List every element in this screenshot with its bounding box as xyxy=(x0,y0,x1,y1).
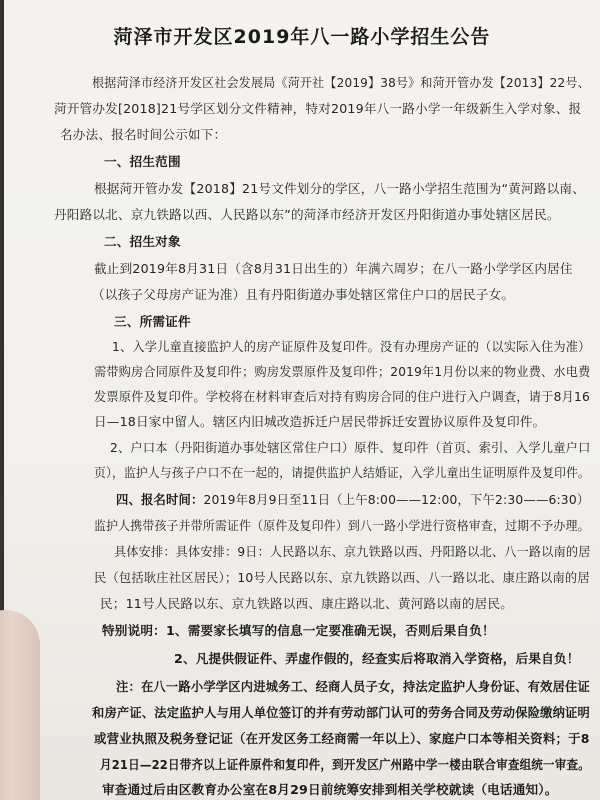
intro-line-1: 根据菏泽市经济开发区社会发展局《菏开社【2019】38号》和菏开管办发【2013】22号、 xyxy=(92,75,590,90)
section3-line-1: 1、入学儿童直接监护人的房产证原件及复印件。没有办理房产证的（以实际入住为准） xyxy=(112,339,591,354)
section4-heading: 四、报名时间： xyxy=(116,492,204,507)
section4-heading-line xyxy=(116,489,589,508)
special-note-2: 2、凡提供假证件、弄虚作假的，经查实后将取消入学资格，后果自负！ xyxy=(174,651,580,666)
note-line-5: 审查通过后由区教育办公室在8月29日前统筹安排到相关学校就读（电话通知）。 xyxy=(102,782,558,797)
section4-line-4: 民；11号人民路以东、京九铁路以西、康庄路以北、黄河路以南的居民。 xyxy=(100,596,514,611)
note-line-2: 和房产证、法定监护人与用人单位签订的并有劳动部门认可的劳务合同及劳动保险缴纳证明 xyxy=(92,705,590,720)
section3-line-6: 页），监护人与孩子户口不在一起的，请提供监护人结婚证，入学儿童出生证明原件及复印件。 xyxy=(94,465,590,480)
section1-line-2: 丹阳路以北、京九铁路以西、人民路以东”的菏泽市经济开发区丹阳街道办事处辖区居民。 xyxy=(54,207,560,222)
section4-line-1: 监护人携带孩子并带所需证件（原件及复印件）到八一路小学进行资格审查，过期不予办理。 xyxy=(94,518,590,533)
section1-heading: 一、招生范围 xyxy=(104,154,181,169)
special-note-1: 1、需要家长填写的信息一定要准确无误，否则后果自负！ xyxy=(165,623,495,638)
special-notes-line-1 xyxy=(102,620,495,639)
section2-line-2: （以孩子父母房产证为准）且有丹阳街道办事处辖区常住户口的居民子女。 xyxy=(92,287,515,302)
section2-line-1: 截止到2019年8月31日（含8月31日出生的）年满六周岁；在八一路小学学区内居住 xyxy=(94,261,573,276)
section3-heading: 三、所需证件 xyxy=(114,314,191,329)
note-line-1: 注：在八一路小学学区内进城务工、经商人员子女，持法定监护人身份证、有效居住证 xyxy=(116,679,591,694)
section3-line-3: 发票原件及复印件。学校将在材料审查后对持有购房合同的住户进行入户调查，请于8月16 xyxy=(94,389,590,404)
intro-line-2: 菏开管办发[2018]21号学区划分文件精神，特对2019年八一路小学一年级新生入学对象、报 xyxy=(54,101,582,116)
special-notes-label: 特别说明： xyxy=(102,623,166,638)
note-line-4: 月21日—22日带齐以上证件原件和复印件，到开发区广州路中学一楼由联合审查组统一审查。 xyxy=(100,757,590,772)
finger-shadow xyxy=(0,610,40,800)
section3-line-5: 2、户口本（丹阳街道办事处辖区常住户口）原件、复印件（首页、索引、入学儿童户口 xyxy=(110,440,591,455)
notice-paper xyxy=(4,0,600,800)
note-line-3: 或营业执照及税务登记证（在开发区务工经商需一年以上）、家庭户口本等相关资料；于8 xyxy=(94,731,590,746)
section4-line-2: 具体安排：具体安排：9日：人民路以东、京九铁路以西、丹阳路以北、八一路以南的居 xyxy=(114,544,591,559)
section3-line-2: 需带购房合同原件及复印件；购房发票原件及复印件；2019年1月份以来的物业费、水电费 xyxy=(94,364,591,379)
section2-heading: 二、招生对象 xyxy=(104,234,181,249)
intro-line-3: 名办法、报名时间公示如下： xyxy=(60,127,227,142)
section3-line-4: 日—18日家中留人。辖区内旧城改造拆迁户居民带拆迁安置协议原件及复印件。 xyxy=(94,414,546,429)
section4-line-3: 民（包括耿庄社区居民）；10号人民路以东、京九铁路以西、八一路以北、康庄路以南的居 xyxy=(94,570,590,585)
page-title: 菏泽市开发区2019年八一路小学招生公告 xyxy=(113,26,491,48)
section1-line-1: 根据菏开管办发【2018】21号文件划分的学区，八一路小学招生范围为“黄河路以南、 xyxy=(94,181,585,196)
section4-time: 2019年8月9日至11日（上午8:00——12:00，下午2:30——6:30） xyxy=(203,492,590,507)
